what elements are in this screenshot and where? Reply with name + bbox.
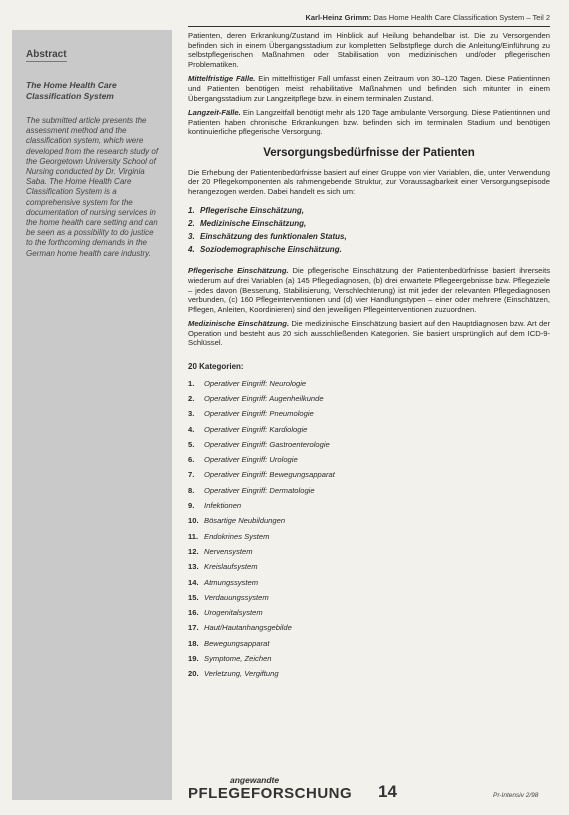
issue-label: Pr-Intensiv 2/98 <box>493 792 539 799</box>
mittelfristige-text: Ein mittelfristiger Fall umfasst einen Zeitraum von 30–120 Tagen. Diese Patientinnen und Patienten benötigen meist rehabilitative Maßnahmen und befinden sich mitunter in einem Übergangsstadium zur Langzeitpflege bzw. in einem terminalen Zustand. <box>188 74 550 103</box>
list-item: 1. Operativer Eingriff: Neurologie <box>188 378 307 388</box>
list-item: 4. Soziodemographische Einschätzung. <box>188 245 342 255</box>
section-intro: Die Erhebung der Patientenbedürfnisse basiert auf einer Gruppe von vier Variablen, die, unter Verwendung der 20 Pflegekomponenten als rahmengebende Struktur, zur Voraussagbarkeit einer Versorgungsepisode herangezogen werden. Dabei handelt es sich um: <box>188 167 550 196</box>
langzeit-paragraph <box>188 108 550 137</box>
header-rule <box>188 26 550 27</box>
langzeit-lead: Langzeit-Fälle. <box>188 108 241 118</box>
section-heading: Versorgungsbedürfnisse der Patienten <box>263 146 475 159</box>
article-body <box>188 31 550 682</box>
categories-list <box>188 376 550 682</box>
medizinische-text: Die medizinische Einschätzung basiert auf den Hauptdiagnosen bzw. Art der Operation und besteht aus 20 sich ausschließenden Kategorien. Sie basiert ursprünglich auf dem ICD-9-Schlüssel. <box>188 319 550 348</box>
list-item: 17. Haut/Hautanhangsgebilde <box>188 623 292 633</box>
mittelfristige-paragraph <box>188 74 550 103</box>
medizinische-lead: Medizinische Einschätzung. <box>188 319 290 329</box>
list-item: 15. Verdauungssystem <box>188 592 269 602</box>
logo-main-text: PFLEGEFORSCHUNG <box>188 785 353 802</box>
pflegerische-text: Die pflegerische Einschätzung der Patientenbedürfnisse basiert ihrerseits wiederum auf drei Variablen (a) 145 Pflegediagnosen, (b) drei erwartete Pflegeergebnisse bzw. Pflegeziele – jedes davon (Besserung, Stabilisierung, Verschlechterung) ist mit jeder der relevanten Pflegediagnosen verbunden, (c) 160 Pflegeinterventionen und (d) vier Handlungstypen – einer oder mehrere (Einschätzen, Pflegen, Anleiten, Koordinieren) sind den jeweiligen Pflegeinterventionen zuzuordnen. <box>188 266 550 314</box>
list-item: 9. Infektionen <box>188 501 242 511</box>
pflegerische-paragraph <box>188 266 550 314</box>
list-item: 10. Bösartige Neubildungen <box>188 516 286 526</box>
list-item: 7. Operativer Eingriff: Bewegungsapparat <box>188 470 335 480</box>
langzeit-text: Ein Langzeitfall benötigt mehr als 120 Tage ambulante Versorgung. Diese Patientinnen und Patienten haben chronische Erkrankungen bzw. befinden sich im terminalen Stadium und benötigen kontinuierliche pflegerische Versorgung. <box>188 108 550 137</box>
list-item: 14. Atmungssystem <box>188 577 259 587</box>
running-head <box>188 13 550 22</box>
list-item: 6. Operativer Eingriff: Urologie <box>188 455 298 465</box>
list-item: 3. Operativer Eingriff: Pneumologie <box>188 409 314 419</box>
list-item: 8. Operativer Eingriff: Dermatologie <box>188 485 315 495</box>
list-item: 19. Symptome, Zeichen <box>188 654 272 663</box>
list-item: 16. Urogenitalsystem <box>188 608 263 618</box>
intro-paragraph: Patienten, deren Erkrankung/Zustand im Hinblick auf Heilung behandelbar ist. Die zu Versorgenden befinden sich in einem Übergangsstadium zur kompletten Selbstpflege durch die Anleitung/Einführung zu selbstpflegerischen Maßnahmen oder Stabilisation von medizinischen und/oder pflegerischen Problematiken. <box>188 31 550 69</box>
list-item: 20. Verletzung, Vergiftung <box>188 669 279 679</box>
mittelfristige-lead: Mittelfristige Fälle. <box>188 74 256 84</box>
list-item: 3. Einschätzung des funktionalen Status, <box>188 232 347 242</box>
page-number: 14 <box>378 782 397 801</box>
logo-top-text: angewandte <box>230 775 280 785</box>
categories-title: 20 Kategorien: <box>188 362 244 372</box>
variables-list <box>188 204 550 256</box>
journal-logo <box>188 775 352 802</box>
list-item: 1. Pflegerische Einschätzung, <box>188 206 305 216</box>
running-head-author: Karl-Heinz Grimm: <box>305 13 372 22</box>
abstract-sidebar <box>12 30 172 800</box>
list-item: 13. Kreislaufsystem <box>188 562 258 572</box>
list-item: 11. Endokrines System <box>188 531 270 541</box>
list-item: 2. Medizinische Einschätzung, <box>188 219 307 229</box>
pflegerische-lead: Pflegerische Einschätzung. <box>188 266 289 276</box>
list-item: 18. Bewegungsapparat <box>188 638 270 648</box>
medizinische-paragraph <box>188 319 550 348</box>
list-item: 12. Nervensystem <box>188 546 253 556</box>
list-item: 2. Operativer Eingriff: Augenheilkunde <box>188 393 324 403</box>
list-item: 4. Operativer Eingriff: Kardiologie <box>188 424 308 434</box>
running-head-title: Das Home Health Care Classification System – Teil 2 <box>373 13 550 22</box>
abstract-body: The submitted article presents the assessment method and the classification system, which were developed from the research study of the Georgetown University School of Nursing conducted by Dr. Virginia Saba. The Home Health Care Classification System is a comprehensive system for the documentation of nursing services in the home health care setting and can be seen as a possibility to do justice to the forthcoming demands in the German home health care industry. <box>26 116 159 258</box>
abstract-heading: Abstract <box>26 49 67 60</box>
list-item: 5. Operativer Eingriff: Gastroenterologie <box>188 439 330 449</box>
abstract-title: The Home Health Care Classification System <box>26 80 117 101</box>
